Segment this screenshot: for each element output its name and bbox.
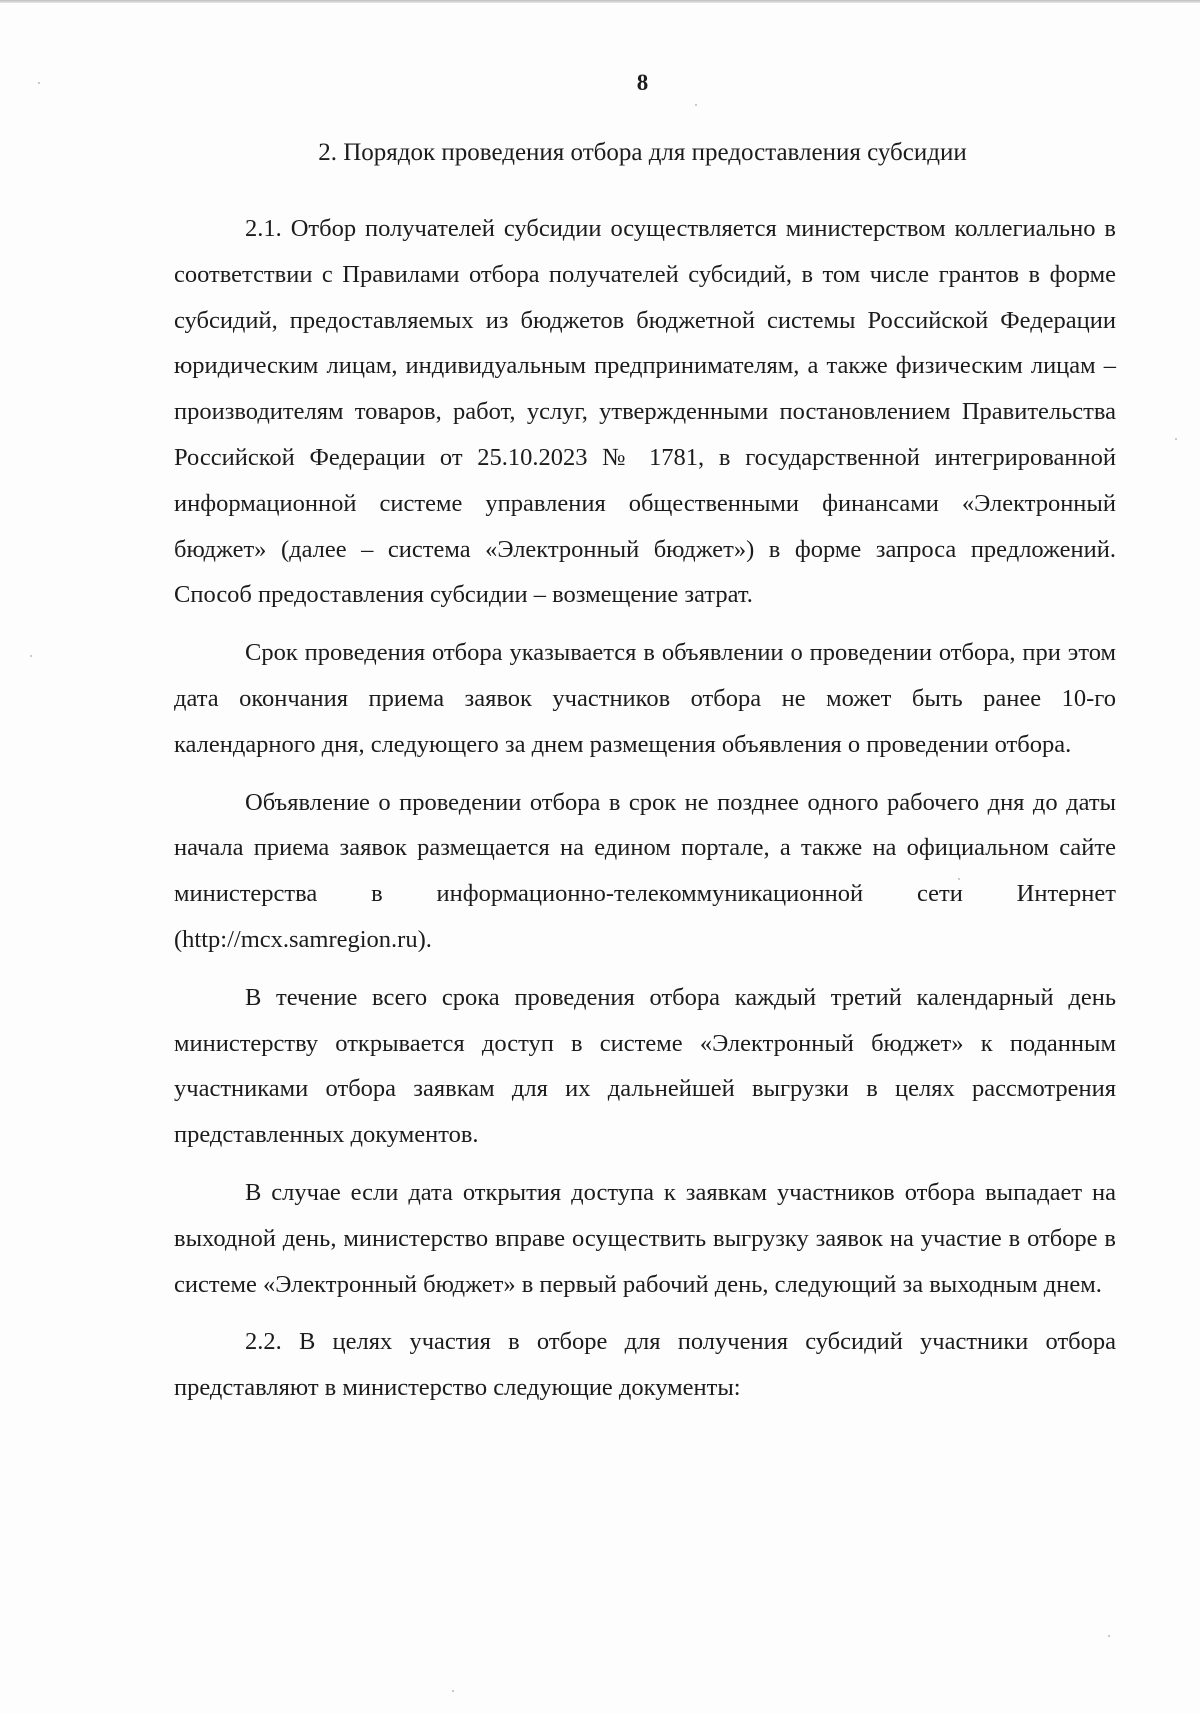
scan-speck xyxy=(695,104,697,106)
scan-speck xyxy=(1175,438,1177,440)
paragraph: В течение всего срока проведения отбора каждый третий календарный день министерству открывается доступ в системе «Электронный бюджет» к поданным участниками отбора заявкам для их дальнейшей выгрузки в целях рассмотрения представленных документов. xyxy=(174,983,1116,1149)
paragraph: В случае если дата открытия доступа к заявкам участников отбора выпадает на выходной день, министерство вправе осуществить выгрузку заявок на участие в отборе в системе «Электронный бюджет» в первый рабочий день, следующий за выходным днем. xyxy=(174,1178,1116,1298)
section-heading: 2. Порядок проведения отбора для предоставления субсидии xyxy=(318,139,967,166)
scan-speck xyxy=(452,1690,454,1692)
scan-edge-shadow xyxy=(0,0,1200,3)
scan-speck xyxy=(30,655,32,657)
paragraph: Объявление о проведении отбора в срок не позднее одного рабочего дня до даты начала приема заявок размещается на едином портале, а также на официальном сайте министерства в информационно-телекоммуникационной сети Интернет (http://mcx.samregion.ru). xyxy=(174,788,1116,953)
paragraph: 2.1. Отбор получателей субсидии осуществляется министерством коллегиально в соответствии с Правилами отбора получателей субсидий, в том числе грантов в форме субсидий, предоставляемых из бюджетов бюджетной системы Российской Федерации юридическим лицам, индивидуальным предпринимателям, а также физическим лицам – производителям товаров, работ, услуг, утвержденными постановлением Правительства Российской Федерации от 25.10.2023 № 1781, в государственной интегрированной информационной системе управления общественными финансами «Электронный бюджет» (далее – система «Электронный бюджет») в форме запроса предложений. Способ предоставления субсидии – возмещение затрат. xyxy=(174,215,1116,609)
paragraph: Срок проведения отбора указывается в объявлении о проведении отбора, при этом дата окончания приема заявок участников отбора не может быть ранее 10-го календарного дня, следующего за днем размещения объявления о проведении отбора. xyxy=(174,639,1116,758)
document-body xyxy=(174,206,1116,1423)
paragraph: 2.2. В целях участия в отборе для получения субсидий участники отбора представляют в министерство следующие документы: xyxy=(174,1328,1116,1402)
scan-speck xyxy=(1108,1635,1110,1637)
page-number: 8 xyxy=(636,70,649,95)
